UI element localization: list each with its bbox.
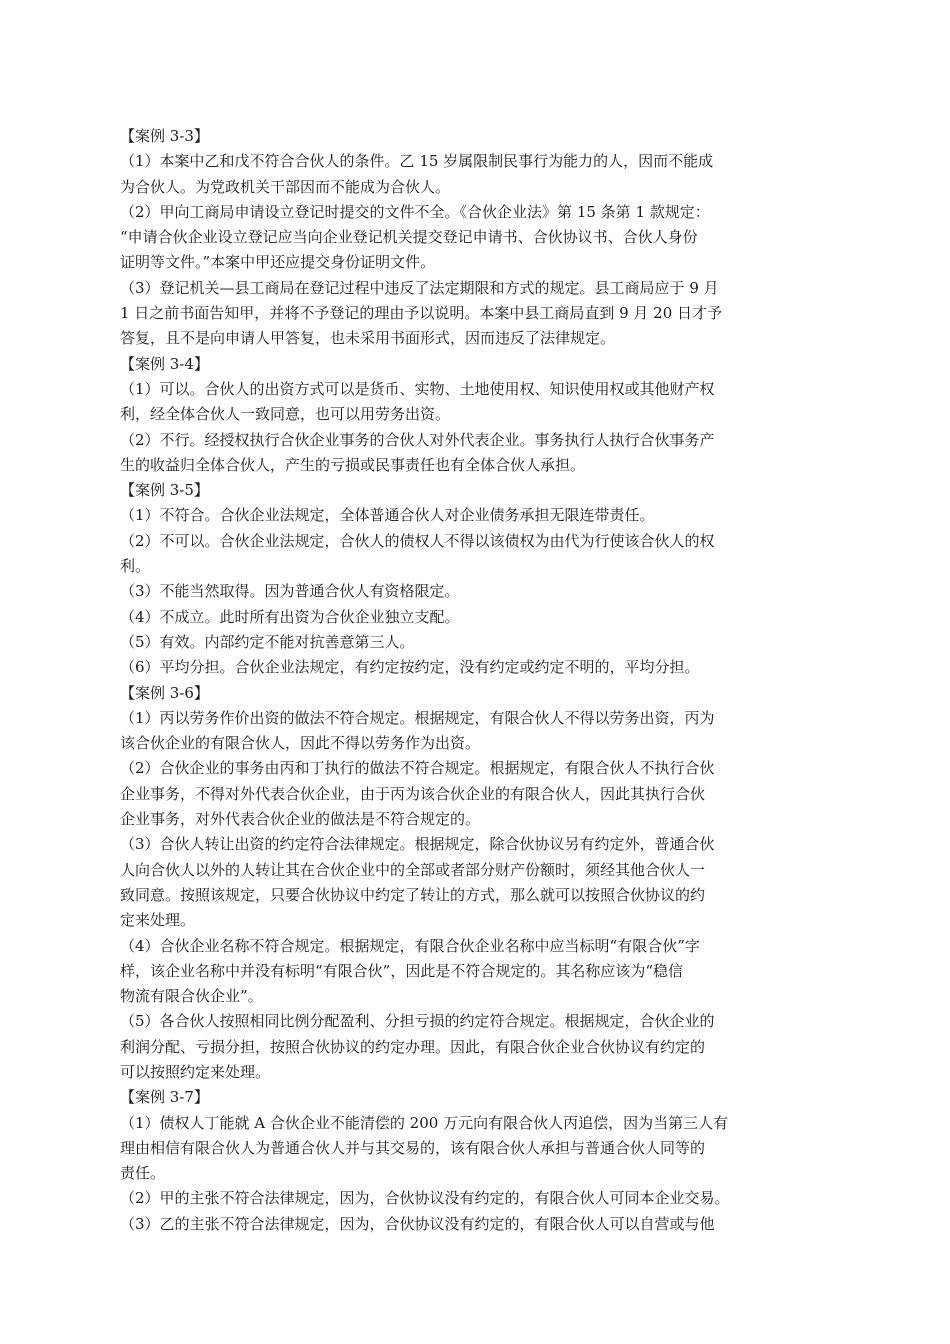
paragraph-line: 样，该企业名称中并没有标明“有限合伙”，因此是不符合规定的。其名称应该为“稳信 xyxy=(120,961,684,980)
paragraph-line: 可以按照约定来处理。 xyxy=(120,1062,271,1081)
paragraph-line: 利，经全体合伙人一致同意，也可以用劳务出资。 xyxy=(120,405,451,424)
paragraph-line: 责任。 xyxy=(120,1164,166,1183)
paragraph-line: （2）合伙企业的事务由丙和丁执行的做法不符合规定。根据规定，有限合伙人不执行合伙 xyxy=(120,759,715,778)
paragraph-line: “申请合伙企业设立登记应当向企业登记机关提交登记申请书、合伙协议书、合伙人身份 xyxy=(120,228,698,247)
case-heading-3-6: 【案例 3-6】 xyxy=(120,683,209,702)
case-heading-3-4: 【案例 3-4】 xyxy=(120,354,209,373)
paragraph-line: （1）不符合。合伙企业法规定，全体普通合伙人对企业债务承担无限连带责任。 xyxy=(120,506,655,525)
paragraph-line: （3）合伙人转让出资的约定符合法律规定。根据规定，除合伙协议另有约定外，普通合伙 xyxy=(120,835,715,854)
paragraph-line: （2）甲的主张不符合法律规定，因为，合伙协议没有约定的，有限合伙人可同本企业交易。 xyxy=(120,1189,730,1208)
paragraph-line: （4）合伙企业名称不符合规定。根据规定，有限合伙企业名称中应当标明“有限合伙”字 xyxy=(120,936,700,955)
paragraph-line: （1）债权人丁能就 A 合伙企业不能清偿的 200 万元向有限合伙人丙追偿，因为当第三人有 xyxy=(120,1113,729,1132)
paragraph-line: 物流有限合伙企业”。 xyxy=(120,987,263,1006)
paragraph-line: （4）不成立。此时所有出资为合伙企业独立支配。 xyxy=(120,607,460,626)
paragraph-line: （3）登记机关—县工商局在登记过程中违反了法定期限和方式的规定。县工商局应于 9 月 xyxy=(120,278,719,297)
paragraph-line: （5）有效。内部约定不能对抗善意第三人。 xyxy=(120,632,415,651)
paragraph-line: 证明等文件。”本案中甲还应提交身份证明文件。 xyxy=(120,253,436,272)
paragraph-line: （2）不行。经授权执行合伙企业事务的合伙人对外代表企业。事务执行人执行合伙事务产 xyxy=(120,430,715,449)
case-heading-3-7: 【案例 3-7】 xyxy=(120,1088,209,1107)
paragraph-line: （1）丙以劳务作价出资的做法不符合规定。根据规定，有限合伙人不得以劳务出资，丙为 xyxy=(120,708,715,727)
paragraph-line: 答复，且不是向申请人甲答复，也未采用书面形式，因而违反了法律规定。 xyxy=(120,329,616,348)
paragraph-line: （6）平均分担。合伙企业法规定，有约定按约定，没有约定或约定不明的，平均分担。 xyxy=(120,658,700,677)
paragraph-line: 定来处理。 xyxy=(120,911,196,930)
paragraph-line: 利。 xyxy=(120,557,151,576)
paragraph-line: 1 日之前书面告知甲，并将不予登记的理由予以说明。本案中县工商局直到 9 月 20 日才予 xyxy=(120,304,723,323)
paragraph-line: （2）甲向工商局申请设立登记时提交的文件不全。《合伙企业法》第 15 条第 1 款规定： xyxy=(120,202,710,221)
document-body xyxy=(120,124,820,1237)
paragraph-line: 为合伙人。为党政机关干部因而不能成为合伙人。 xyxy=(120,177,451,196)
paragraph-line: （3）乙的主张不符合法律规定，因为，合伙协议没有约定的，有限合伙人可以自营或与他 xyxy=(120,1214,715,1233)
case-heading-3-3: 【案例 3-3】 xyxy=(120,127,209,145)
paragraph-line: 利润分配、亏损分担，按照合伙协议的约定办理。因此，有限合伙企业合伙协议有约定的 xyxy=(120,1037,706,1056)
paragraph-line: 企业事务，不得对外代表合伙企业，由于丙为该合伙企业的有限合伙人，因此其执行合伙 xyxy=(120,784,706,803)
paragraph-line: （1）本案中乙和戊不符合合伙人的条件。乙 15 岁属限制民事行为能力的人，因而不能成 xyxy=(120,152,714,171)
case-heading-3-5: 【案例 3-5】 xyxy=(120,481,209,500)
paragraph-line: 人向合伙人以外的人转让其在合伙企业中的全部或者部分财产份额时，须经其他合伙人一 xyxy=(120,860,706,879)
paragraph-line: 理由相信有限合伙人为普通合伙人并与其交易的，该有限合伙人承担与普通合伙人同等的 xyxy=(120,1138,706,1157)
paragraph-line: （1）可以。合伙人的出资方式可以是货币、实物、土地使用权、知识使用权或其他财产权 xyxy=(120,379,715,398)
paragraph-line: （3）不能当然取得。因为普通合伙人有资格限定。 xyxy=(120,582,460,601)
paragraph-line: 致同意。按照该规定，只要合伙协议中约定了转让的方式，那么就可以按照合伙协议的约 xyxy=(120,885,706,904)
paragraph-line: （2）不可以。合伙企业法规定，合伙人的债权人不得以该债权为由代为行使该合伙人的权 xyxy=(120,531,715,550)
paragraph-line: 生的收益归全体合伙人，产生的亏损或民事责任也有全体合伙人承担。 xyxy=(120,455,586,474)
paragraph-line: （5）各合伙人按照相同比例分配盈利、分担亏损的约定符合规定。根据规定，合伙企业的 xyxy=(120,1012,715,1031)
paragraph-line: 企业事务，对外代表合伙企业的做法是不符合规定的。 xyxy=(120,810,481,829)
paragraph-line: 该合伙企业的有限合伙人，因此不得以劳务作为出资。 xyxy=(120,734,481,753)
